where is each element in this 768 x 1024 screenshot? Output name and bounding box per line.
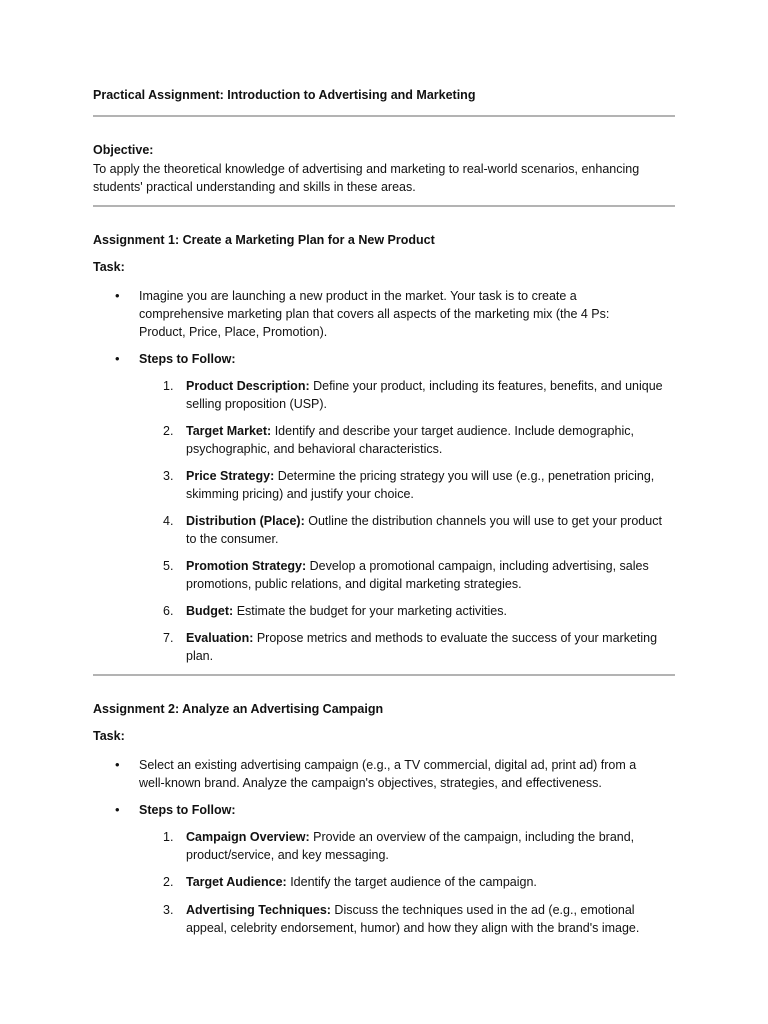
step-number: 2. (163, 875, 174, 889)
step-number: 7. (163, 631, 174, 645)
step-number: 2. (163, 424, 174, 438)
step-label: Product Description: (186, 379, 310, 393)
step-text (186, 901, 674, 937)
step-text (186, 557, 674, 593)
step-label: Campaign Overview: (186, 830, 310, 844)
step-label: Advertising Techniques: (186, 903, 331, 917)
step-description: Identify the target audience of the campaign. (286, 875, 537, 889)
step-label: Evaluation: (186, 631, 254, 645)
assignment2-heading: Assignment 2: Analyze an Advertising Campaign (93, 702, 384, 716)
bullet-text: Select an existing advertising campaign (e.g., a TV commercial, digital ad, print ad) from a well-known brand. Analyze the campaign's objectives, strategies, and effectiveness. (139, 758, 637, 790)
objective-label: Objective: (93, 143, 154, 157)
step-description: Outline the distribution channels you will use to get your product to the consumer. (186, 514, 662, 546)
divider (93, 205, 675, 207)
bullet-icon: • (115, 757, 120, 772)
step-number: 1. (163, 379, 174, 393)
step-text (186, 512, 674, 548)
step-text (186, 828, 674, 864)
step-description: Identify and describe your target audience. Include demographic, psychographic, and behavioral characteristics. (186, 424, 634, 456)
steps-label: Steps to Follow: (139, 352, 236, 366)
step-description: Determine the pricing strategy you will use (e.g., penetration pricing, skimming pricing) and justify your choice. (186, 469, 655, 501)
bullet-icon: • (115, 802, 120, 817)
assignment2-task-label: Task: (93, 729, 125, 743)
step-text (186, 629, 674, 665)
step-label: Price Strategy: (186, 469, 275, 483)
objective-text: To apply the theoretical knowledge of advertising and marketing to real-world scenarios, enhancing students' practical understanding and skills in these areas. (93, 162, 640, 194)
bullet-text: Imagine you are launching a new product in the market. Your task is to create a comprehensive marketing plan that covers all aspects of the marketing mix (the 4 Ps: Product, Price, Place, Promotion). (139, 289, 610, 339)
bullet-icon: • (115, 351, 120, 366)
step-number: 3. (163, 903, 174, 917)
step-description: Estimate the budget for your marketing activities. (233, 604, 507, 618)
divider (93, 115, 675, 117)
assignment1-task-label: Task: (93, 260, 125, 274)
step-label: Target Audience: (186, 875, 287, 889)
step-label: Distribution (Place): (186, 514, 305, 528)
step-number: 1. (163, 830, 174, 844)
step-number: 6. (163, 604, 174, 618)
step-description: Define your product, including its features, benefits, and unique selling proposition (USP). (186, 379, 663, 411)
divider (93, 674, 675, 676)
step-label: Target Market: (186, 424, 272, 438)
step-number: 3. (163, 469, 174, 483)
step-number: 5. (163, 559, 174, 573)
step-number: 4. (163, 514, 174, 528)
step-text (186, 602, 674, 620)
assignment1-heading: Assignment 1: Create a Marketing Plan for a New Product (93, 233, 435, 247)
step-text (186, 467, 674, 503)
step-description: Develop a promotional campaign, including advertising, sales promotions, public relations, and digital marketing strategies. (186, 559, 649, 591)
steps-label: Steps to Follow: (139, 803, 236, 817)
step-label: Budget: (186, 604, 234, 618)
step-text (186, 873, 674, 891)
step-text (186, 422, 674, 458)
step-label: Promotion Strategy: (186, 559, 307, 573)
document-title: Practical Assignment: Introduction to Advertising and Marketing (93, 88, 476, 102)
bullet-icon: • (115, 288, 120, 303)
step-description: Discuss the techniques used in the ad (e.g., emotional appeal, celebrity endorsement, humor) and how they align with the brand's image. (186, 903, 640, 935)
step-description: Propose metrics and methods to evaluate the success of your marketing plan. (186, 631, 658, 663)
step-description: Provide an overview of the campaign, including the brand, product/service, and key messaging. (186, 830, 635, 862)
step-text (186, 377, 674, 413)
